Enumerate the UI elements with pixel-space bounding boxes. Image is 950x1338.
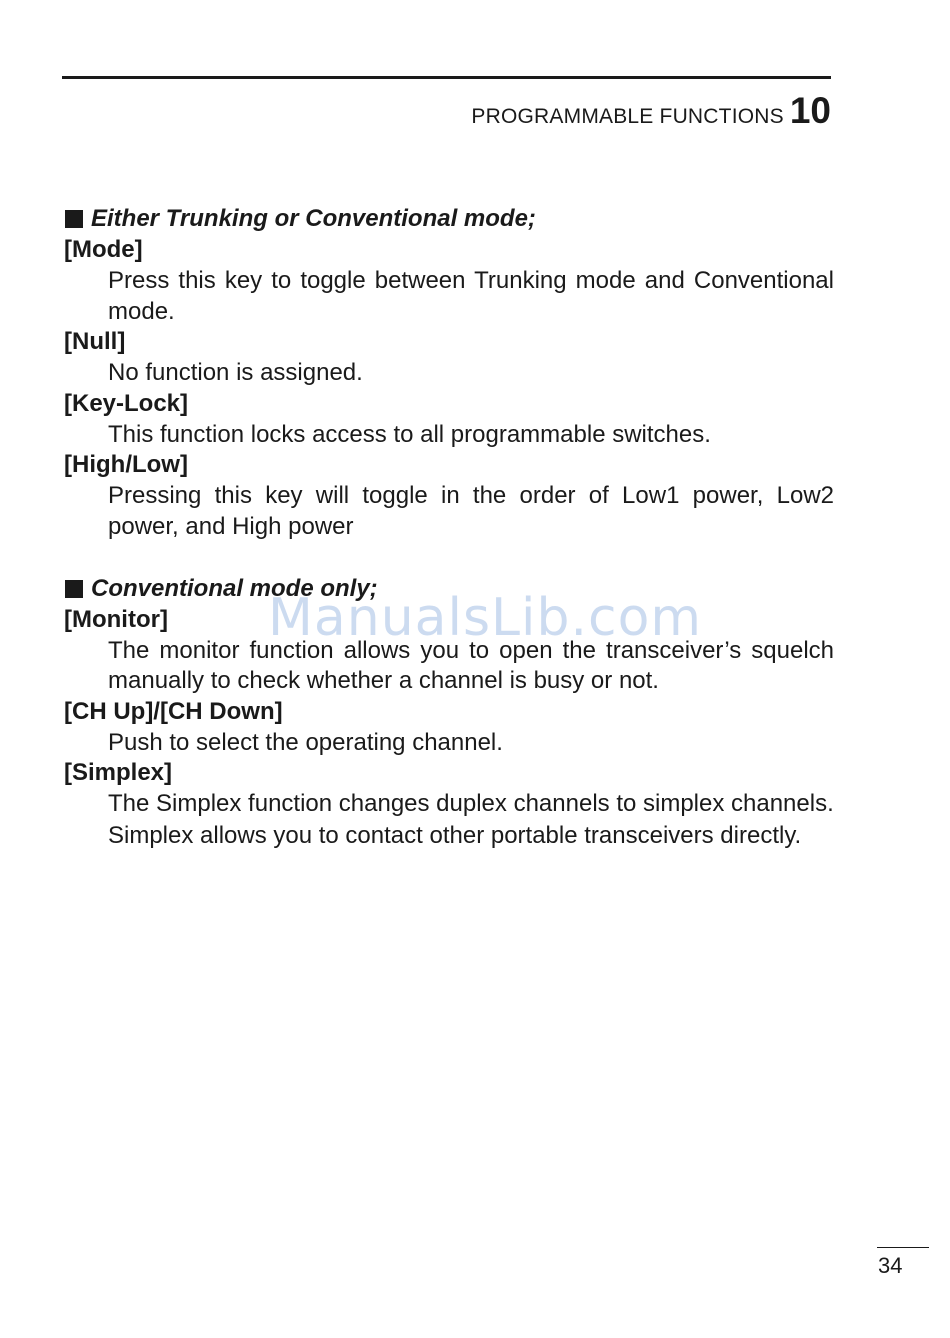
function-item-mode <box>64 235 834 327</box>
function-description: Press this key to toggle between Trunking mode and Conventional mode. <box>108 267 834 325</box>
section-heading <box>64 203 834 235</box>
page-content <box>64 203 834 852</box>
function-description: Pressing this key will toggle in the order of Low1 power, Low2 power, and High power <box>108 482 834 540</box>
function-term: [CH Up]/[CH Down] <box>64 697 283 725</box>
square-bullet-icon <box>65 580 83 598</box>
function-description: Simplex allows you to contact other portable transceivers directly. <box>108 821 802 849</box>
function-description: No function is assigned. <box>108 359 363 387</box>
function-item-high-low <box>64 450 834 542</box>
watermark: ManualsLib.com <box>268 588 703 648</box>
footer-rule <box>877 1247 929 1248</box>
page-header <box>471 92 831 129</box>
function-term: [High/Low] <box>64 451 188 479</box>
function-term: [Simplex] <box>64 759 173 787</box>
function-description: Push to select the operating channel. <box>108 728 503 756</box>
function-item-null <box>64 327 834 389</box>
function-description: This function locks access to all programmable switches. <box>108 420 711 448</box>
function-description: The Simplex function changes duplex channels to simplex channels. <box>108 790 834 818</box>
function-item-key-lock <box>64 389 834 451</box>
function-term: [Mode] <box>64 236 143 263</box>
section-heading-text: Conventional mode only; <box>91 574 378 602</box>
section-heading-text: Either Trunking or Conventional mode; <box>91 205 536 232</box>
function-description: The monitor function allows you to open the transceiver’s squelch manually to check whether a channel is busy or not. <box>108 636 834 695</box>
square-bullet-icon <box>65 210 83 228</box>
function-term: [Monitor] <box>64 605 168 633</box>
function-item-ch-up-down <box>64 697 834 759</box>
function-item-simplex <box>64 758 834 851</box>
chapter-number: 10 <box>789 90 831 131</box>
section-spacer <box>64 543 834 573</box>
chapter-title: PROGRAMMABLE FUNCTIONS <box>471 105 784 128</box>
function-term: [Key-Lock] <box>64 389 189 417</box>
section-either-mode <box>64 203 834 543</box>
header-rule <box>62 76 831 79</box>
function-term: [Null] <box>64 328 126 356</box>
page-number: 34 <box>878 1253 903 1278</box>
